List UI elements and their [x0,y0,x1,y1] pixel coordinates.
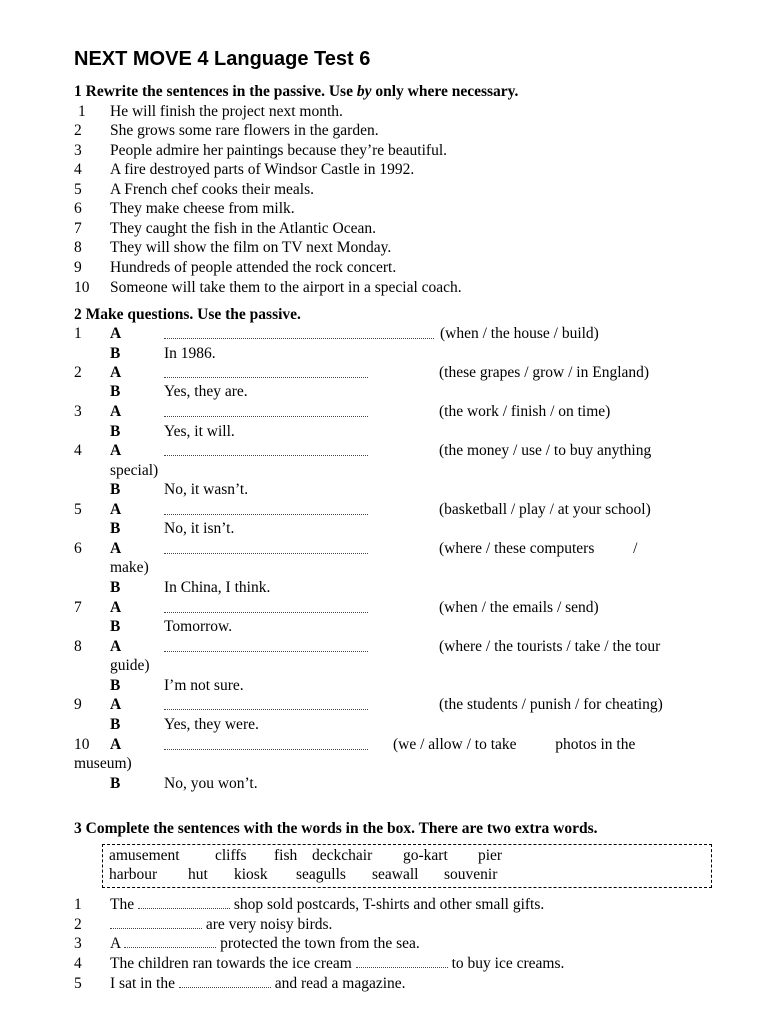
answer-blank[interactable] [164,553,368,554]
item-sentence [110,915,332,935]
sentence-end: shop sold postcards, T-shirts and other small gifts. [229,896,545,913]
item-number: 1 [74,896,82,913]
question-number: 5 [74,501,82,518]
item-sentence [110,895,544,915]
sentence-end: are very noisy birds. [202,916,333,933]
item-sentence [110,934,420,954]
item-number: 4 [74,955,82,972]
question-number: 1 [74,325,82,342]
sentence-start: The children ran towards the ice cream [110,955,356,972]
speaker-a-label: A [110,638,122,655]
gap-blank[interactable] [356,955,448,968]
answer-text: Tomorrow. [164,618,233,635]
speaker-b-label: B [110,716,121,733]
sentence-end: and read a magazine. [270,975,406,992]
speaker-a-label: A [110,403,122,420]
question-number: 7 [74,599,82,616]
speaker-b-label: B [110,423,121,440]
question-number: 3 [74,403,82,420]
answer-text: No, it wasn’t. [164,481,249,498]
section1-heading [74,83,518,101]
item-text: He will finish the project next month. [110,103,343,120]
section1-heading-em: by [356,83,372,100]
word-box-word: kiosk [234,866,268,883]
question-prompt: (the students / punish / for cheating) [439,696,663,713]
question-number: 10 [74,736,90,753]
answer-blank[interactable] [164,338,434,339]
item-text: People admire her paintings because they’re beautiful. [110,142,447,159]
question-prompt-continued: museum) [74,755,132,772]
item-number: 5 [74,975,82,992]
speaker-b-label: B [110,579,121,596]
item-sentence [110,974,406,994]
item-number: 10 [74,279,90,296]
sentence-start: The [110,896,138,913]
speaker-b-label: B [110,481,121,498]
answer-text: I’m not sure. [164,677,244,694]
answer-blank[interactable] [164,709,368,710]
word-box-word: fish [274,847,298,864]
question-number: 2 [74,364,82,381]
item-sentence [110,954,564,974]
word-box-word: pier [478,847,503,864]
gap-blank[interactable] [110,916,202,929]
answer-text: Yes, it will. [164,423,235,440]
question-prompt: (these grapes / grow / in England) [439,364,650,381]
speaker-a-label: A [110,325,122,342]
word-box-word: go-kart [403,847,448,864]
speaker-a-label: A [110,501,122,518]
item-number: 7 [74,220,82,237]
question-prompt: (when / the emails / send) [439,599,599,616]
item-number: 9 [74,259,82,276]
item-number: 5 [74,181,82,198]
speaker-a-label: A [110,364,122,381]
section1-heading-pre: 1 Rewrite the sentences in the passive. Use [74,83,357,100]
word-box-row [109,847,709,867]
question-prompt-continued: guide) [110,657,150,674]
question-number: 8 [74,638,82,655]
item-text: They make cheese from milk. [110,200,295,217]
gap-blank[interactable] [124,935,216,948]
word-box [102,844,712,888]
question-prompt: (where / the tourists / take / the tour [439,638,661,655]
answer-blank[interactable] [164,377,368,378]
question-prompt-continued: make) [110,559,149,576]
sentence-start: I sat in the [110,975,179,992]
item-text: A French chef cooks their meals. [110,181,315,198]
item-number: 3 [74,935,82,952]
speaker-a-label: A [110,599,122,616]
speaker-b-label: B [110,345,121,362]
speaker-a-label: A [110,696,122,713]
question-prompt: (where / these computers / [439,540,638,557]
speaker-a-label: A [110,442,122,459]
question-number: 9 [74,696,82,713]
word-box-word: deckchair [312,847,373,864]
speaker-b-label: B [110,677,121,694]
item-number: 3 [74,142,82,159]
section2-heading: 2 Make questions. Use the passive. [74,306,301,323]
word-box-word: souvenir [444,866,498,883]
answer-text: No, you won’t. [164,775,258,792]
speaker-b-label: B [110,775,121,792]
sentence-end: protected the town from the sea. [216,935,420,952]
answer-blank[interactable] [164,416,368,417]
gap-blank[interactable] [179,975,271,988]
item-number: 8 [74,239,82,256]
answer-text: Yes, they were. [164,716,259,733]
answer-text: In China, I think. [164,579,271,596]
question-prompt: (the money / use / to buy anything [439,442,652,459]
item-number: 2 [74,122,82,139]
question-prompt: (the work / finish / on time) [439,403,611,420]
sentence-start: A [110,935,125,952]
word-box-word: cliffs [215,847,247,864]
page-title: NEXT MOVE 4 Language Test 6 [74,48,371,70]
item-number: 2 [74,916,82,933]
speaker-b-label: B [110,520,121,537]
sentence-end: to buy ice creams. [447,955,565,972]
answer-blank[interactable] [164,455,368,456]
question-prompt-continued: special) [110,462,159,479]
answer-blank[interactable] [164,651,368,652]
item-text: They will show the film on TV next Monday. [110,239,392,256]
item-number: 4 [74,161,82,178]
item-text: She grows some rare flowers in the garden. [110,122,379,139]
speaker-b-label: B [110,618,121,635]
section1-heading-post: only where necessary. [371,83,519,100]
word-box-word: hut [188,866,208,883]
question-number: 6 [74,540,82,557]
item-text: A fire destroyed parts of Windsor Castle in 1992. [110,161,415,178]
answer-text: Yes, they are. [164,383,248,400]
word-box-word: harbour [109,866,158,883]
answer-blank[interactable] [164,612,368,613]
item-number: 1 [78,103,86,120]
item-number: 6 [74,200,82,217]
answer-text: No, it isn’t. [164,520,235,537]
item-text: Hundreds of people attended the rock concert. [110,259,397,276]
answer-text: In 1986. [164,345,216,362]
question-prompt: (we / allow / to take photos in the [393,736,636,753]
word-box-word: amusement [109,847,180,864]
question-prompt: (when / the house / build) [440,325,599,342]
speaker-a-label: A [110,540,122,557]
speaker-b-label: B [110,383,121,400]
question-prompt: (basketball / play / at your school) [439,501,651,518]
gap-blank[interactable] [138,896,230,909]
answer-blank[interactable] [164,514,368,515]
word-box-word: seawall [372,866,419,883]
answer-blank[interactable] [164,749,368,750]
word-box-word: seagulls [296,866,346,883]
speaker-a-label: A [110,736,122,753]
question-number: 4 [74,442,82,459]
word-box-row [109,866,709,886]
section3-heading: 3 Complete the sentences with the words in the box. There are two extra words. [74,820,598,837]
item-text: They caught the fish in the Atlantic Ocean. [110,220,376,237]
item-text: Someone will take them to the airport in a special coach. [110,279,462,296]
